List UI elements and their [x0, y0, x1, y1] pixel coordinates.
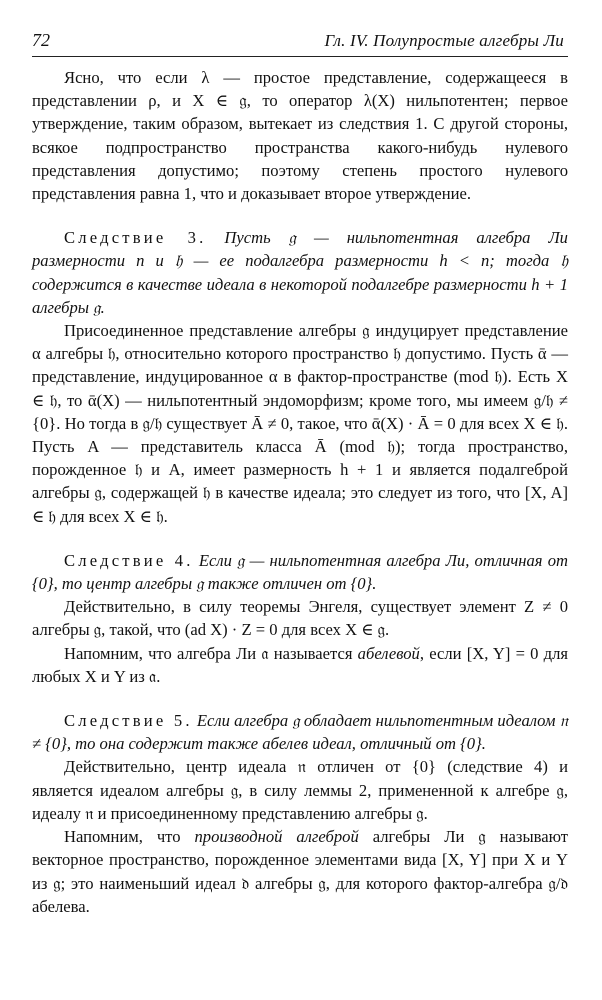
term-abelian: абелевой	[357, 643, 420, 663]
paragraph-proof-4: Действительно, в силу теоремы Энгеля, существует элемент Z ≠ 0 алгебры 𝔤, такой, что (ad X) · Z = 0 для всех X ∈ 𝔤.	[32, 597, 568, 640]
corollary-3-heading: Следствие 3.	[64, 228, 207, 248]
running-title: Гл. IV. Полупростые алгебры Ли	[324, 31, 564, 50]
corollary-3-statement: Пусть 𝔤 — нильпотентная алгебра Ли размерности n и 𝔥 — ее подалгебра размерности h < n; тогда 𝔥 содержится в качестве идеала в некоторой подалгебре размерности h + 1 алгебры 𝔤.	[32, 228, 568, 317]
paragraph-abelian-def: Напомним, что алгебра Ли 𝔞 называется абелевой, если [X, Y] = 0 для любых X и Y из 𝔞.	[32, 643, 569, 686]
corollary-5	[32, 709, 568, 755]
running-header	[32, 30, 568, 57]
paragraph-proof-5: Действительно, центр идеала 𝔫 отличен от {0} (следствие 4) и является идеалом алгебры 𝔤, в силу леммы 2, примененной к алгебре 𝔤, идеалу 𝔫 и присоединенному представлению алгебры 𝔤.	[32, 757, 568, 823]
corollary-5-heading: Следствие 5.	[64, 711, 193, 731]
paragraph-intro: Ясно, что если λ — простое представление, содержащееся в представлении ρ, и X ∈ 𝔤, то оператор λ(X) нильпотентен; первое утверждение, таким образом, вытекает из следствия 1. С другой стороны, всякое подпространство пространства какого-нибудь нулевого представления допустимо; поэтому степень простого нулевого представления равна 1, что и доказывает второе утверждение.	[32, 68, 568, 204]
term-derived-algebra: производной алгеброй	[194, 827, 359, 847]
corollary-4	[32, 549, 568, 595]
corollary-5-statement: Если алгебра 𝔤 обладает нильпотентным идеалом 𝔫 ≠ {0}, то она содержит также абелев идеал, отличный от {0}.	[32, 711, 568, 754]
paragraph-proof-3: Присоединенное представление алгебры 𝔤 индуцирует представление α алгебры 𝔥, относительно которого пространство 𝔥 допустимо. Пусть ᾱ — представление, индуцированное α в фактор-пространстве (mod 𝔥). Есть X ∈ 𝔥, то ᾱ(X) — нильпотентный эндоморфизм; кроме того, мы имеем 𝔤/𝔥 ≠ {0}. Но тогда в 𝔤/𝔥 существует Ā ≠ 0, такое, что ᾱ(X) · Ā = 0 для всех X ∈ 𝔥. Пусть A — представитель класса Ā (mod 𝔥); тогда пространство, порожденное 𝔥 и A, имеет размерность h + 1 и является подалгеброй алгебры 𝔤, содержащей 𝔥 в качестве идеала; это следует из того, что [X, A] ∈ 𝔥 для всех X ∈ 𝔥.	[32, 321, 568, 526]
paragraph-derived-def: Напомним, что производной алгеброй алгебры Ли 𝔤 называют векторное пространство, порожденное элементами вида [X, Y] при X и Y из 𝔤; это наименьший идеал 𝔡 алгебры 𝔤, для которого фактор-алгебра 𝔤/𝔡 абелева.	[32, 827, 569, 916]
page-number: 72	[32, 30, 50, 50]
page-body	[32, 66, 568, 918]
corollary-4-statement: Если 𝔤 — нильпотентная алгебра Ли, отличная от {0}, то центр алгебры 𝔤 также отличен от {0}.	[32, 550, 568, 594]
corollary-4-heading: Следствие 4.	[64, 550, 194, 570]
corollary-3	[32, 226, 568, 319]
